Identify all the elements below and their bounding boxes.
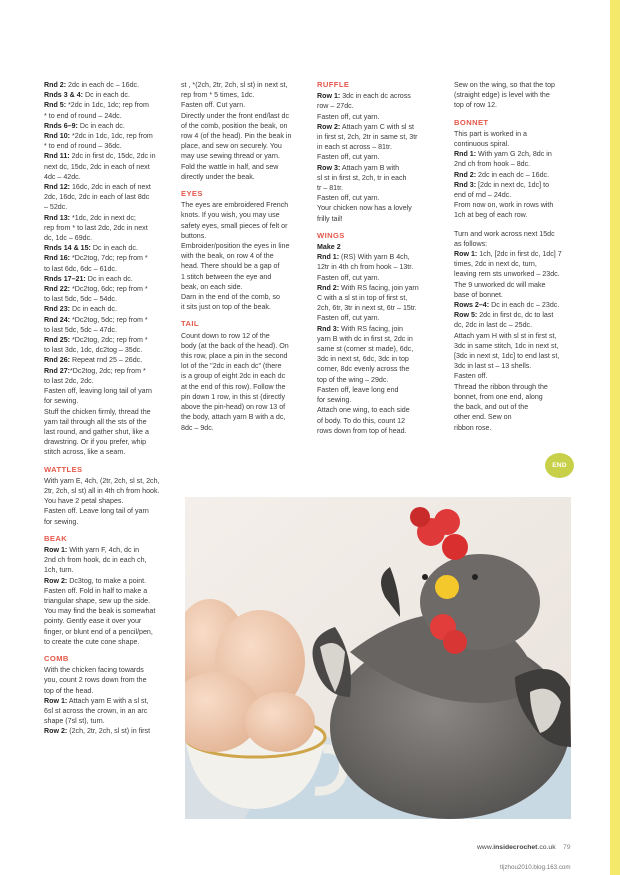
text-line: lot of the "2dc in each dc" (there [181, 362, 282, 371]
text-line: Row 1: 1ch, [2dc in first dc, 1dc] 7 [454, 250, 562, 259]
text-line: Rnd 10: *2dc in 1dc, 1dc, rep from [44, 132, 153, 141]
text-line: this row, place a pin in the second [181, 352, 288, 361]
text-line: Row 5: 2dc in first dc, dc to last [454, 311, 554, 320]
ruffle-text [317, 91, 439, 224]
heading-eyes: EYES [181, 189, 203, 199]
text-line: Fasten off, leave long end [317, 385, 399, 394]
text-line: safety eyes, small pieces of felt or [181, 221, 288, 230]
text-line: Your chicken now has a lovely [317, 204, 412, 213]
text-line: dc, 2dc in last dc – 25dc. [454, 321, 533, 330]
text-line: row – 27dc. [317, 102, 354, 111]
text-line: in first st, 2ch, 2tr in same st, 3tr [317, 133, 418, 142]
text-line: Fold the wattle in half, and sew [181, 162, 279, 171]
text-line: the body, attach yarn B with a dc, [181, 413, 286, 422]
text-line: This part is worked in a [454, 129, 527, 138]
text-line: end of rnd – 24dc. [454, 191, 512, 200]
text-line: Rows 2–4: Dc in each dc – 23dc. [454, 301, 560, 310]
text-line: frilly tail! [317, 214, 343, 223]
text-line: With the chicken facing towards [44, 666, 144, 675]
wattles-text [44, 476, 166, 527]
wing-sewing-text [454, 80, 576, 111]
text-line: You may find the beak is somewhat [44, 607, 156, 616]
text-line: Rnd 3: With RS facing, join [317, 324, 403, 333]
text-line: 1ch, turn. [44, 566, 74, 575]
text-line: top of row 12. [454, 101, 497, 110]
heading-tail: TAIL [181, 319, 199, 329]
text-line: Rnd 2: 2dc in each dc – 16dc. [454, 170, 550, 179]
text-line: for sewing. [317, 396, 352, 405]
text-line: Embroider/position the eyes in line [181, 242, 290, 251]
text-line: the back, and out of the [454, 403, 529, 412]
column-1 [44, 80, 166, 737]
text-line: pointy. Gently ease it over your [44, 617, 142, 626]
page-edge-stripe [610, 0, 620, 875]
text-line: sl st in first st, 2ch, tr in each [317, 173, 407, 182]
text-line: 2dc, 16dc, 2dc in each of last 8dc [44, 193, 150, 202]
text-line: Fasten off, cut yarn. [317, 273, 380, 282]
text-line: (straight edge) is level with the [454, 91, 550, 100]
text-line: Rnd 27:*Dc2tog, 2dc; rep from * [44, 366, 146, 375]
text-line: The eyes are embroidered French [181, 201, 289, 210]
text-line: Darn in the end of the comb, so [181, 293, 280, 302]
text-line: Rnd 22: *Dc2tog, 6dc; rep from * [44, 285, 148, 294]
text-line: top of the head. [44, 686, 94, 695]
text-line: stitch across, like a seam. [44, 448, 126, 457]
text-line: 3dc in next st, 6dc, 3dc in top [317, 355, 409, 364]
text-line: st , *(2ch, 2tr, 2ch, sl st) in next st, [181, 81, 288, 89]
heading-bonnet: BONNET [454, 117, 489, 127]
text-line: Rnd 13: *1dc, 2dc in next dc; [44, 213, 136, 222]
text-line: Thread the ribbon through the [454, 382, 548, 391]
text-line: yarn B with dc in first st, 2dc in [317, 334, 413, 343]
text-line: [3dc in next st, 1dc] to end last st, [454, 352, 560, 361]
text-line: Turn and work across next 15dc [454, 229, 555, 238]
text-line: Rnd 11: 2dc in first dc, 15dc, 2dc in [44, 152, 156, 161]
text-line: dc, 1dc – 69dc. [44, 234, 93, 243]
text-line: Rnd 16: *Dc2tog, 7dc; rep from * [44, 254, 148, 263]
body-rounds-list [44, 80, 166, 458]
tail-text [181, 331, 303, 433]
text-line: directly under the beak. [181, 172, 255, 181]
crochet-chicken-photo [185, 497, 571, 819]
heading-wings: WINGS [317, 230, 345, 240]
text-line: Row 1: With yarn F, 4ch, dc in [44, 545, 140, 554]
text-line: Rnd 1: With yarn G 2ch, 8dc in [454, 150, 552, 159]
text-line: head. There should be a gap of [181, 262, 280, 271]
text-line: Row 2: (2ch, 2tr, 2ch, sl st) in first [44, 727, 151, 736]
text-line: rep from * to last 2dc, 2dc in next [44, 223, 148, 232]
text-line: 2tr, 2ch, sl st) all in 4th ch from hook. [44, 486, 160, 495]
bonnet-text [454, 129, 576, 221]
text-line: shape (7sl st), turn. [44, 717, 105, 726]
text-line: Attach yarn H with sl st in first st, [454, 331, 557, 340]
text-line: With yarn E, 4ch, (2tr, 2ch, sl st, 2ch, [44, 476, 160, 485]
text-line: 8dc – 9dc. [181, 423, 214, 432]
text-line: buttons. [181, 231, 207, 240]
text-line: beak, on each side. [181, 282, 243, 291]
beak-text [44, 545, 166, 647]
text-line: same st (corner st made), 6dc, [317, 345, 414, 354]
text-line: 3dc in last st – 13 shells. [454, 362, 532, 371]
wings-subheading: Make 2 [317, 243, 341, 252]
text-line: Rnd 12: 16dc, 2dc in each of next [44, 183, 151, 192]
text-line: Fasten off. [454, 372, 488, 381]
text-line: Row 1: Attach yarn E with a sl st, [44, 696, 149, 705]
text-line: last round, and gather shut, like a [44, 427, 149, 436]
wings-text [317, 252, 439, 436]
text-line: Rnds 6–9: Dc in each dc. [44, 121, 125, 130]
column-2 [181, 80, 303, 433]
text-line: above the pin-head) on row 13 of [181, 403, 286, 412]
text-line: for sewing. [44, 517, 79, 526]
text-line: bonnet, from one end, along [454, 392, 543, 401]
heading-comb: COMB [44, 653, 69, 663]
text-line: with the beak, on row 4 of the [181, 252, 274, 261]
text-line: drawstring. Or if you prefer, whip [44, 438, 147, 447]
text-line: to last 6dc, 6dc – 61dc. [44, 264, 117, 273]
text-line: Row 2: Attach yarn C with sl st [317, 122, 414, 131]
text-line: other end. Sew on [454, 413, 512, 422]
text-line: to last 5dc, 5dc – 54dc. [44, 295, 117, 304]
comb-text [44, 665, 166, 736]
text-line: you, count 2 rows down from the [44, 676, 147, 685]
text-line: triangular shape, sew up the side. [44, 596, 151, 605]
watermark: tljzhou2010.blog.163.com [500, 864, 571, 871]
text-line: row 4 (of the head). Pin the beak in [181, 132, 292, 141]
text-line: Sew on the wing, so that the top [454, 81, 555, 89]
text-line: is a group of eight 2dc in each dc [181, 372, 286, 381]
footer-website: www.insidecrochet.co.uk [477, 844, 556, 851]
text-line: of the comb, position the beak, on [181, 121, 288, 130]
text-line: Rnds 17–21: Dc in each dc. [44, 274, 133, 283]
text-line: to last 5dc, 5dc – 47dc. [44, 325, 117, 334]
heading-wattles: WATTLES [44, 464, 83, 474]
bonnet-rows-text [454, 229, 576, 433]
text-line: Row 2: Dc3tog, to make a point. [44, 576, 147, 585]
text-line: 1ch at beg of each row. [454, 211, 528, 220]
text-line: 4dc – 42dc. [44, 172, 81, 181]
text-line: to last 3dc, 1dc, dc2tog – 35dc. [44, 346, 143, 355]
text-line: at the end of this row). Follow the [181, 382, 286, 391]
heading-beak: BEAK [44, 533, 68, 543]
text-line: Stuff the chicken firmly, thread the [44, 407, 151, 416]
column-3 [317, 80, 439, 436]
text-line: The 9 unworked dc will make [454, 280, 546, 289]
text-line: Rnd 23: Dc in each dc. [44, 305, 117, 314]
text-line: 2ch, 6tr, 3tr in next st, 6tr – 15tr. [317, 304, 417, 313]
text-line: in each st across – 81tr. [317, 143, 392, 152]
text-line: Fasten off. Cut yarn. [181, 101, 246, 110]
text-line: C with a sl st in top of first st, [317, 294, 408, 303]
text-line: Rnd 2: With RS facing, join yarn [317, 283, 419, 292]
text-line: Fasten off. Fold in half to make a [44, 586, 148, 595]
text-line: times, 2dc in next dc, turn, [454, 260, 537, 269]
text-line: Rnd 1: (RS) With yarn B 4ch, [317, 253, 410, 262]
end-badge: END [545, 453, 574, 478]
text-line: * to end of round – 36dc. [44, 142, 122, 151]
text-line: to create the cute cone shape. [44, 637, 140, 646]
text-line: Fasten off, cut yarn. [317, 112, 380, 121]
text-line: may use sewing thread or yarn. [181, 152, 280, 161]
comb-continued-text [181, 80, 303, 182]
text-line: next dc, 15dc, 2dc in each of next [44, 162, 150, 171]
text-line: Rnds 3 & 4: Dc in each dc. [44, 91, 130, 100]
text-line: ribbon rose. [454, 423, 492, 432]
text-line: Rnd 2: 2dc in each dc – 16dc. [44, 81, 140, 89]
text-line: corner, 8dc evenly across the [317, 365, 410, 374]
text-line: 2nd ch from hook – 8dc. [454, 160, 531, 169]
text-line: knots. If you wish, you may use [181, 211, 280, 220]
text-line: base of bonnet. [454, 290, 503, 299]
text-line: pin down 1 row, in this st (directly [181, 392, 286, 401]
text-line: Fasten off, cut yarn. [317, 194, 380, 203]
text-line: to last 2dc, 2dc. [44, 376, 94, 385]
text-line: – 52dc. [44, 203, 68, 212]
text-line: 6sl st across the crown, in an arc [44, 706, 148, 715]
text-line: tr – 81tr. [317, 184, 344, 193]
text-line: of body. To do this, count 12 [317, 416, 406, 425]
text-line: continuous spiral. [454, 140, 510, 149]
eyes-text [181, 200, 303, 312]
text-line: 1 stitch between the eye and [181, 272, 272, 281]
column-4 [454, 80, 576, 433]
text-line: Rnd 3: [2dc in next dc, 1dc] to [454, 180, 550, 189]
text-line: for sewing. [44, 397, 79, 406]
text-line: Attach one wing, to each side [317, 406, 410, 415]
chicken-illustration [185, 497, 571, 819]
text-line: Count down to row 12 of the [181, 331, 270, 340]
text-line: Row 3: Attach yarn B with [317, 163, 400, 172]
text-line: 2nd ch from hook, dc in each ch, [44, 556, 147, 565]
text-line: yarn tail through all the sts of the [44, 417, 147, 426]
text-line: Fasten off, cut yarn. [317, 314, 380, 323]
text-line: finger, or blunt end of a pencil/pen, [44, 627, 153, 636]
text-line: rep from * 5 times, 1dc. [181, 91, 255, 100]
text-line: as follows: [454, 239, 488, 248]
text-line: Rnd 5: *2dc in 1dc, 1dc; rep from [44, 101, 149, 110]
page-number: 79 [563, 844, 571, 851]
text-line: Rnd 24: *Dc2tog, 5dc; rep from * [44, 315, 148, 324]
heading-ruffle: RUFFLE [317, 80, 350, 89]
text-line: * to end of round – 24dc. [44, 111, 122, 120]
text-line: it sits just on top of the beak. [181, 303, 271, 312]
text-line: 12tr in 4th ch from hook – 13tr. [317, 263, 414, 272]
text-line: Directly under the front end/last dc [181, 111, 290, 120]
text-line: Rnd 25: *Dc2tog, 2dc; rep from * [44, 336, 148, 345]
text-line: From now on, work in rows with [454, 201, 554, 210]
text-line: Rnds 14 & 15: Dc in each dc. [44, 244, 138, 253]
text-line: Fasten off, cut yarn. [317, 153, 380, 162]
text-line: Fasten off, leaving long tail of yarn [44, 387, 152, 396]
text-line: 3dc in same stitch, 1dc in next st, [454, 341, 559, 350]
text-line: place, and sew on securely. You [181, 142, 282, 151]
text-line: rows down from top of head. [317, 426, 407, 435]
text-line: leaving rem sts unworked – 23dc. [454, 270, 560, 279]
text-line: Row 1: 3dc in each dc across [317, 92, 411, 101]
text-line: top of the wing – 29dc. [317, 375, 389, 384]
text-line: You have 2 petal shapes. [44, 497, 124, 506]
text-line: body (at the back of the head). On [181, 341, 289, 350]
text-line: Rnd 26: Repeat rnd 25 – 26dc. [44, 356, 143, 365]
text-line: Fasten off. Leave long tail of yarn [44, 507, 149, 516]
